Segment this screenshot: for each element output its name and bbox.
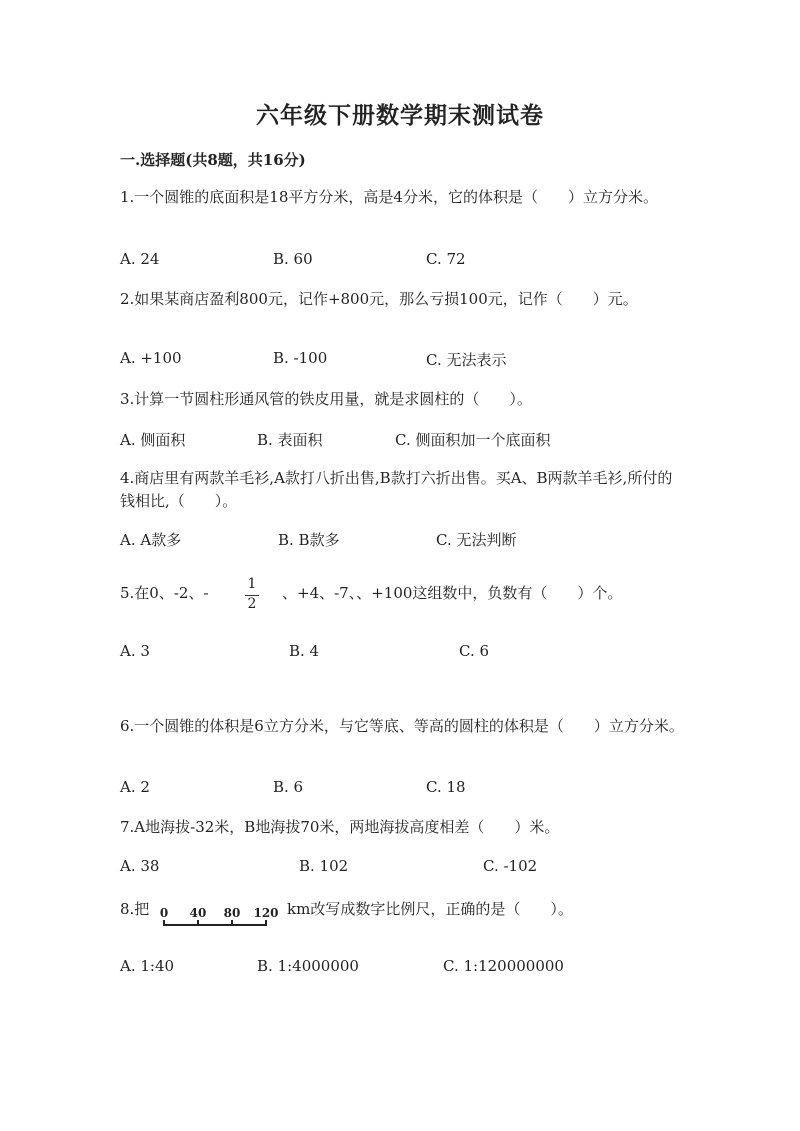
- question-1-option-b: B. 60: [273, 250, 313, 268]
- question-7-option-a: A. 38: [120, 857, 160, 875]
- section-heading: 一.选择题(共8题，共16分): [120, 151, 306, 169]
- question-2-option-a: A. +100: [120, 349, 182, 367]
- question-3-option-a: A. 侧面积: [120, 431, 186, 449]
- question-8-option-b: B. 1:4000000: [257, 957, 359, 975]
- question-8-option-c: C. 1:120000000: [443, 957, 564, 975]
- question-3-text: 3.计算一节圆柱形通风管的铁皮用量，就是求圆柱的（ ）。: [120, 390, 532, 408]
- question-2-option-c: C. 无法表示: [426, 351, 507, 369]
- question-8-option-a: A. 1:40: [120, 957, 175, 975]
- question-4-option-a: A. A款多: [120, 531, 182, 549]
- scale-label-80: 80: [223, 906, 241, 920]
- question-5-option-b: B. 4: [289, 642, 320, 660]
- question-5-option-a: A. 3: [120, 642, 150, 660]
- question-6-option-a: A. 2: [120, 778, 150, 796]
- question-2-text: 2.如果某商店盈利800元，记作+800元，那么亏损100元，记作（ ）元。: [120, 290, 638, 308]
- scale-bar: [158, 904, 282, 928]
- question-1-option-a: A. 24: [120, 250, 160, 268]
- question-5-fraction-denominator: 2: [247, 596, 257, 612]
- question-6-option-c: C. 18: [426, 778, 466, 796]
- question-3-option-b: B. 表面积: [257, 431, 323, 449]
- question-4-option-c: C. 无法判断: [436, 531, 517, 549]
- question-4-option-b: B. B款多: [278, 531, 340, 549]
- question-1-text: 1.一个圆锥的底面积是18平方分米，高是4分米，它的体积是（ ）立方分米。: [120, 188, 658, 206]
- question-8-text-after: km改写成数字比例尺，正确的是（ ）。: [287, 900, 573, 918]
- question-5-text-after: 、+4、-7、、+100这组数中，负数有（ ）个。: [282, 584, 623, 602]
- question-8-text-before: 8.把: [120, 900, 150, 918]
- question-3-option-c: C. 侧面积加一个底面积: [395, 431, 551, 449]
- scale-label-0: 0: [159, 906, 169, 920]
- scale-label-120: 120: [253, 906, 279, 920]
- question-7-option-b: B. 102: [299, 857, 349, 875]
- question-7-option-c: C. -102: [483, 857, 538, 875]
- question-7-text: 7.A地海拔-32米，B地海拔70米，两地海拔高度相差（ ）米。: [120, 818, 560, 836]
- question-5-option-c: C. 6: [459, 642, 490, 660]
- question-6-text: 6.一个圆锥的体积是6立方分米，与它等底、等高的圆柱的体积是（ ）立方分米。: [120, 717, 684, 735]
- scale-label-40: 40: [189, 906, 207, 920]
- question-4-text: 4.商店里有两款羊毛衫,A款打八折出售,B款打六折出售。买A、B两款羊毛衫,所付的钱相比,（ ）。: [120, 469, 673, 510]
- question-5-fraction-numerator: 1: [247, 576, 257, 592]
- question-1-option-c: C. 72: [426, 250, 466, 268]
- page-title: 六年级下册数学期末测试卷: [256, 102, 544, 129]
- question-5-text-before: 5.在0、-2、-: [120, 584, 209, 602]
- question-6-option-b: B. 6: [273, 778, 304, 796]
- question-2-option-b: B. -100: [273, 349, 328, 367]
